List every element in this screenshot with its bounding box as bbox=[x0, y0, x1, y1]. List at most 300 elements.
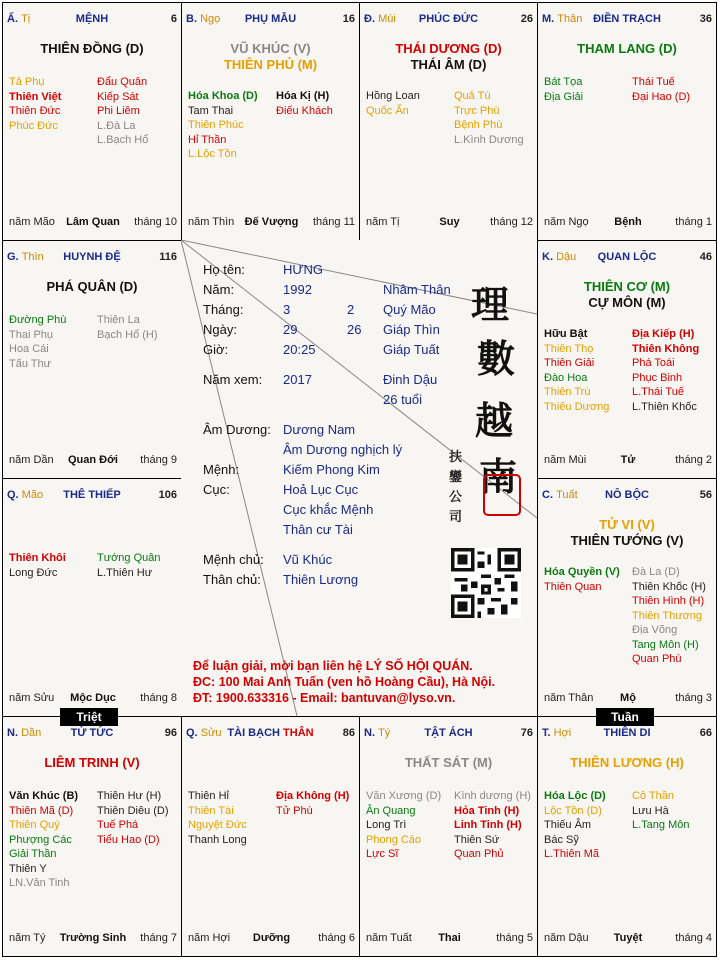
minor-star: Cô Thần bbox=[632, 790, 674, 802]
minor-star: Long Đức bbox=[9, 566, 58, 579]
minor-stars-left bbox=[9, 551, 66, 580]
minor-stars-right bbox=[632, 565, 706, 667]
minor-star: L.Thái Tuế bbox=[632, 386, 684, 398]
minor-star: Thiếu Dương bbox=[544, 400, 610, 413]
minor-star: Lộc Tồn (D) bbox=[544, 804, 602, 817]
minor-star: Ân Quang bbox=[366, 804, 416, 817]
main-star: THẤT SÁT (M) bbox=[404, 755, 493, 770]
value-nam-cc: Nhâm Thân bbox=[383, 282, 451, 297]
label-nam-xem: Năm xem: bbox=[203, 372, 263, 387]
minor-star: Thiên Mã (D) bbox=[9, 804, 74, 817]
minor-star: Phúc Đức bbox=[9, 119, 58, 132]
palace-year: năm Sửu bbox=[9, 692, 55, 704]
minor-star: Quốc Ấn bbox=[366, 104, 409, 117]
minor-star: Địa Giải bbox=[544, 90, 584, 103]
minor-star: Thiên Hình (H) bbox=[632, 595, 705, 607]
palace-can: Đ. bbox=[364, 13, 375, 25]
minor-star: Lưu Hà bbox=[632, 804, 669, 817]
minor-star: Phong Cáo bbox=[366, 833, 422, 846]
minor-star: Văn Xương (D) bbox=[366, 790, 442, 802]
palace-year: năm Dần bbox=[9, 454, 54, 466]
palace-footer bbox=[188, 932, 355, 946]
minor-star: Đại Hao (D) bbox=[632, 90, 691, 103]
palace-dan bbox=[2, 716, 182, 957]
minor-star: Tả Phụ bbox=[9, 76, 45, 88]
minor-star: Tuế Phá bbox=[97, 819, 139, 831]
main-stars bbox=[360, 755, 537, 771]
main-star: TỬ VI (V) bbox=[599, 517, 655, 532]
minor-star: Linh Tinh (H) bbox=[454, 819, 522, 831]
palace-year: năm Thìn bbox=[188, 216, 235, 228]
value-thang-cc: Quý Mão bbox=[383, 302, 436, 317]
palace-header bbox=[364, 13, 533, 29]
minor-stars-right bbox=[632, 327, 699, 414]
minor-star: Bạch Hổ (H) bbox=[97, 328, 158, 341]
palace-than bbox=[537, 2, 717, 241]
value-thang-al: 2 bbox=[347, 302, 355, 317]
minor-star: Đà La (D) bbox=[632, 566, 680, 578]
palace-ty bbox=[2, 2, 182, 241]
label-cuc: Cục: bbox=[203, 482, 230, 497]
palace-name: ĐIỀN TRẠCH bbox=[593, 13, 661, 25]
main-star: THIÊN CƠ (M) bbox=[583, 279, 671, 294]
main-stars bbox=[538, 279, 716, 311]
value-nam-xem: 2017 bbox=[283, 372, 312, 387]
palace-year: năm Hợi bbox=[188, 932, 231, 944]
label-gio: Giờ: bbox=[203, 342, 229, 357]
label-menh-chu: Mệnh chủ: bbox=[203, 552, 264, 567]
minor-star: Kình dương (H) bbox=[454, 790, 531, 802]
minor-star: Thiếu Âm bbox=[544, 819, 592, 831]
minor-stars-left bbox=[366, 89, 420, 118]
palace-name-wrap bbox=[7, 489, 177, 501]
palace-can: M. bbox=[542, 13, 555, 25]
value-ngay-cc: Giáp Thìn bbox=[383, 322, 440, 337]
palace-name-wrap bbox=[186, 727, 355, 739]
minor-stars-right bbox=[97, 313, 158, 342]
palace-name: THIÊN DI bbox=[603, 727, 651, 739]
minor-star: Hỏa Tinh (H) bbox=[454, 804, 520, 817]
value-cuc-2: Cục khắc Mệnh bbox=[283, 502, 374, 517]
value-gio-cc: Giáp Tuất bbox=[383, 342, 440, 357]
palace-month: tháng 1 bbox=[675, 216, 712, 228]
main-stars bbox=[182, 41, 359, 73]
minor-star: Tam Thai bbox=[188, 104, 234, 117]
palace-name-wrap bbox=[186, 13, 355, 25]
minor-star: Lực Sĩ bbox=[366, 848, 399, 860]
trang-sinh: Quan Đới bbox=[68, 454, 118, 466]
minor-star: Thiên Trù bbox=[544, 386, 591, 398]
minor-star: Thiên La bbox=[97, 314, 140, 326]
palace-header bbox=[7, 251, 177, 267]
minor-stars-left bbox=[9, 75, 61, 133]
minor-star: L.Thiên Mã bbox=[544, 848, 600, 860]
minor-stars-left bbox=[188, 89, 258, 162]
contact-line-3: ĐT: 1900.633316 - Email: bantuvan@lyso.vn. bbox=[193, 691, 456, 705]
minor-star: Thiên Quý bbox=[9, 819, 60, 831]
minor-stars-right bbox=[97, 551, 161, 580]
palace-chi: Mùi bbox=[378, 13, 396, 25]
palace-can: Ấ. bbox=[7, 13, 18, 25]
trang-sinh: Dưỡng bbox=[252, 932, 291, 944]
minor-star: Kiếp Sát bbox=[97, 90, 139, 103]
label-am-duong: Âm Dương: bbox=[203, 422, 271, 437]
palace-footer bbox=[544, 216, 712, 230]
palace-name-wrap bbox=[542, 489, 712, 501]
palace-year: năm Tuất bbox=[366, 932, 412, 944]
minor-stars-left bbox=[544, 327, 609, 414]
palace-month: tháng 9 bbox=[140, 454, 177, 466]
minor-star: Hồng Loan bbox=[366, 90, 420, 102]
calligraphy-char-3: 越 bbox=[475, 398, 514, 443]
value-cuc: Hoả Lục Cục bbox=[283, 482, 359, 497]
minor-star: Tang Môn (H) bbox=[632, 638, 699, 651]
trang-sinh: Bệnh bbox=[614, 216, 642, 228]
minor-star: Hóa Quyền (V) bbox=[544, 566, 620, 578]
palace-can: G. bbox=[7, 251, 19, 263]
minor-stars-left bbox=[9, 313, 66, 371]
palace-header bbox=[542, 13, 712, 29]
palace-name-wrap bbox=[364, 13, 533, 25]
palace-footer bbox=[544, 692, 712, 706]
palace-name: PHỤ MẪU bbox=[244, 13, 297, 25]
palace-year: năm Mùi bbox=[544, 454, 587, 466]
palace-mao bbox=[2, 478, 182, 717]
qr-code-icon bbox=[451, 548, 521, 618]
palace-can: K. bbox=[542, 251, 553, 263]
palace-header bbox=[7, 489, 177, 505]
main-stars bbox=[538, 41, 716, 57]
palace-chi: Thìn bbox=[21, 251, 44, 263]
label-thang: Tháng: bbox=[203, 302, 244, 317]
minor-star: Hữu Bật bbox=[544, 328, 588, 340]
minor-stars-right bbox=[454, 89, 524, 147]
main-stars bbox=[360, 41, 537, 73]
trang-sinh: Tuyệt bbox=[613, 932, 643, 944]
palace-year: năm Dậu bbox=[544, 932, 589, 944]
palace-chi: Sửu bbox=[200, 727, 222, 739]
minor-stars-right bbox=[97, 789, 169, 847]
palace-dau bbox=[537, 240, 717, 479]
minor-star: Thiên Không bbox=[632, 342, 700, 355]
minor-star: Thiên Sứ bbox=[454, 833, 500, 846]
palace-age: 36 bbox=[699, 13, 712, 25]
value-cuc-3: Thân cư Tài bbox=[283, 522, 353, 537]
minor-star: Thiên Thọ bbox=[544, 342, 594, 355]
minor-stars-right bbox=[454, 789, 531, 862]
minor-star: Phục Binh bbox=[632, 371, 683, 384]
palace-month: tháng 4 bbox=[675, 932, 712, 944]
main-star: THIÊN TƯỚNG (V) bbox=[570, 533, 684, 548]
main-star: PHÁ QUÂN (D) bbox=[46, 279, 138, 294]
red-seal-stamp bbox=[483, 474, 521, 516]
minor-star: Tiểu Hao (D) bbox=[97, 833, 160, 846]
minor-star: Địa Võng bbox=[632, 624, 678, 636]
main-star: THAM LANG (D) bbox=[577, 41, 677, 56]
palace-year: năm Ngọ bbox=[544, 216, 589, 228]
palace-can: Q. bbox=[186, 727, 198, 739]
palace-name-wrap bbox=[542, 727, 712, 739]
value-tuoi: 26 tuổi bbox=[383, 392, 423, 407]
minor-star: Quan Phủ bbox=[454, 848, 504, 860]
minor-star: Phượng Các bbox=[9, 833, 72, 846]
minor-star: Địa Kiếp (H) bbox=[632, 328, 695, 340]
palace-can: N. bbox=[364, 727, 375, 739]
minor-star: Đào Hoa bbox=[544, 371, 588, 384]
trang-sinh: Tử bbox=[620, 454, 636, 466]
minor-star: Hoa Cái bbox=[9, 343, 49, 355]
palace-age: 16 bbox=[342, 13, 355, 25]
palace-hoi bbox=[537, 716, 717, 957]
trang-sinh: Suy bbox=[439, 216, 460, 228]
minor-star: Phá Toái bbox=[632, 357, 675, 369]
palace-month: tháng 12 bbox=[490, 216, 533, 228]
palace-footer bbox=[544, 454, 712, 468]
minor-star: Quan Phù bbox=[632, 653, 682, 665]
minor-stars-left bbox=[366, 789, 441, 862]
minor-star: L.Thiên Khốc bbox=[632, 400, 697, 413]
minor-star: Bát Tọa bbox=[544, 76, 583, 88]
minor-star: Địa Không (H) bbox=[276, 790, 350, 802]
palace-age: 66 bbox=[699, 727, 712, 739]
main-star: LIÊM TRINH (V) bbox=[44, 755, 140, 770]
palace-chi: Tý bbox=[378, 727, 391, 739]
minor-stars-left bbox=[544, 565, 620, 594]
minor-star: Đường Phù bbox=[9, 314, 67, 326]
label-nam: Năm: bbox=[203, 282, 235, 297]
palace-footer bbox=[9, 454, 177, 468]
palace-name: TÀI BẠCH bbox=[227, 727, 280, 739]
info-labels bbox=[203, 260, 271, 590]
value-menh-chu: Vũ Khúc bbox=[283, 552, 333, 567]
palace-month: tháng 3 bbox=[675, 692, 712, 704]
palace-age: 6 bbox=[170, 13, 177, 25]
value-ho-ten: HƯNG bbox=[283, 262, 323, 277]
palace-name-wrap bbox=[7, 251, 177, 263]
minor-star: Điếu Khách bbox=[276, 104, 333, 117]
palace-header bbox=[542, 727, 712, 743]
palace-chi: Dậu bbox=[556, 251, 577, 263]
palace-year: năm Tý bbox=[9, 932, 46, 944]
palace-name: PHÚC ĐỨC bbox=[418, 13, 479, 25]
palace-thin bbox=[2, 240, 182, 479]
palace-footer bbox=[9, 216, 177, 230]
minor-star: Thanh Long bbox=[188, 833, 247, 846]
main-star: VŨ KHÚC (V) bbox=[230, 41, 311, 56]
palace-header bbox=[186, 13, 355, 29]
minor-star: Hóa Lộc (D) bbox=[544, 790, 606, 802]
triet-badge: Triệt bbox=[60, 708, 118, 726]
minor-stars-right bbox=[632, 789, 689, 833]
palace-month: tháng 7 bbox=[140, 932, 177, 944]
palace-chi: Tị bbox=[21, 13, 31, 25]
trang-sinh: Đế Vượng bbox=[244, 216, 299, 228]
minor-star: Bác Sỹ bbox=[544, 833, 579, 846]
label-menh: Mệnh: bbox=[203, 462, 240, 477]
palace-header bbox=[7, 727, 177, 743]
main-stars bbox=[3, 41, 181, 57]
palace-name: TẬT ÁCH bbox=[424, 727, 473, 739]
palace-chi: Dần bbox=[21, 727, 42, 739]
minor-star: Long Trì bbox=[366, 819, 407, 831]
palace-header bbox=[186, 727, 355, 743]
palace-can: Q. bbox=[7, 489, 19, 501]
minor-star: Văn Khúc (B) bbox=[9, 790, 79, 802]
than-marker: THÂN bbox=[283, 727, 314, 739]
palace-header bbox=[7, 13, 177, 29]
info-can-chi bbox=[383, 280, 451, 410]
minor-star: L.Bạch Hổ bbox=[97, 134, 149, 146]
palace-mui bbox=[359, 2, 538, 241]
minor-star: Hóa Kị (H) bbox=[276, 90, 330, 102]
palace-year: năm Mão bbox=[9, 216, 55, 228]
minor-star: Thiên Việt bbox=[9, 90, 62, 103]
palace-age: 46 bbox=[699, 251, 712, 263]
palace-footer bbox=[188, 216, 355, 230]
contact-line-2: ĐC: 100 Mai Anh Tuấn (ven hồ Hoàng Cầu), Hà Nội. bbox=[193, 675, 496, 689]
minor-stars-left bbox=[544, 75, 583, 104]
palace-month: tháng 10 bbox=[134, 216, 177, 228]
palace-footer bbox=[544, 932, 712, 946]
palace-ngo bbox=[181, 2, 360, 241]
minor-star: Tấu Thư bbox=[9, 357, 52, 370]
palace-chi: Tuất bbox=[556, 489, 578, 501]
palace-name: THÊ THIẾP bbox=[63, 489, 121, 501]
value-ngay: 29 bbox=[283, 322, 298, 337]
main-stars bbox=[3, 755, 181, 771]
center-info-panel bbox=[181, 240, 537, 716]
minor-star: Thiên Hỉ bbox=[188, 790, 229, 802]
palace-name-wrap bbox=[7, 13, 177, 25]
palace-age: 116 bbox=[159, 251, 177, 263]
palace-age: 96 bbox=[164, 727, 177, 739]
trang-sinh: Mộc Dục bbox=[70, 692, 116, 704]
palace-name-wrap bbox=[542, 251, 712, 263]
palace-name: HUYNH ĐỆ bbox=[63, 251, 121, 263]
minor-star: Thiên Diêu (D) bbox=[97, 804, 169, 817]
minor-stars-right bbox=[97, 75, 148, 148]
palace-header bbox=[542, 251, 712, 267]
minor-stars-left bbox=[9, 789, 78, 891]
info-lunar bbox=[347, 300, 361, 340]
minor-star: Tử Phù bbox=[276, 804, 313, 817]
minor-star: Giải Thần bbox=[9, 848, 57, 860]
minor-stars-left bbox=[544, 789, 606, 862]
palace-age: 106 bbox=[158, 489, 177, 501]
main-star: THIÊN PHỦ (M) bbox=[223, 57, 318, 72]
minor-star: LN.Văn Tinh bbox=[9, 877, 70, 889]
main-star: THIÊN ĐỒNG (D) bbox=[40, 41, 144, 56]
palace-chi: Mão bbox=[21, 489, 44, 501]
contact-info bbox=[193, 658, 495, 706]
palace-age: 56 bbox=[699, 489, 712, 501]
palace-chi: Ngọ bbox=[200, 13, 221, 25]
main-stars bbox=[538, 755, 716, 771]
palace-footer bbox=[9, 932, 177, 946]
minor-star: Tướng Quân bbox=[97, 552, 161, 564]
palace-month: tháng 8 bbox=[140, 692, 177, 704]
palace-month: tháng 2 bbox=[675, 454, 712, 466]
main-star: THIÊN LƯƠNG (H) bbox=[570, 755, 684, 770]
minor-stars-right bbox=[276, 89, 333, 118]
palace-age: 86 bbox=[342, 727, 355, 739]
minor-star: Nguyệt Đức bbox=[188, 819, 247, 831]
palace-age: 26 bbox=[520, 13, 533, 25]
minor-stars-left bbox=[188, 789, 247, 847]
value-am-duong: Dương Nam bbox=[283, 422, 356, 437]
minor-star: L.Đà La bbox=[97, 119, 136, 132]
palace-month: tháng 11 bbox=[312, 216, 355, 228]
minor-star: Trực Phù bbox=[454, 104, 500, 117]
label-ho-ten: Họ tên: bbox=[203, 262, 245, 277]
minor-star: Thiên Giải bbox=[544, 357, 595, 369]
main-star: CỰ MÔN (M) bbox=[588, 295, 666, 310]
minor-star: Thiên Thương bbox=[632, 609, 703, 622]
minor-star: Thiên Khôi bbox=[9, 552, 66, 564]
palace-header bbox=[364, 727, 533, 743]
calligraphy-char-1: 理 bbox=[471, 282, 510, 327]
minor-stars-right bbox=[276, 789, 349, 818]
value-ngay-al: 26 bbox=[347, 322, 362, 337]
palace-month: tháng 5 bbox=[496, 932, 533, 944]
palace-can: N. bbox=[7, 727, 18, 739]
minor-star: Quả Tú bbox=[454, 90, 491, 102]
contact-line-1: Để luận giải, mời bạn liên hệ LÝ SỐ HỘI QUÁN. bbox=[193, 659, 473, 673]
palace-year: năm Thân bbox=[544, 692, 594, 704]
minor-star: Hỉ Thần bbox=[188, 133, 227, 146]
minor-star: Thiên Tài bbox=[188, 804, 234, 817]
trang-sinh: Lâm Quan bbox=[66, 216, 120, 228]
value-than-chu: Thiên Lương bbox=[283, 572, 359, 587]
palace-age: 76 bbox=[520, 727, 533, 739]
main-star: THÁI ÂM (D) bbox=[410, 57, 487, 72]
minor-star: Thiên Quan bbox=[544, 580, 602, 593]
trang-sinh: Mộ bbox=[620, 692, 636, 704]
value-am-duong-2: Âm Dương nghịch lý bbox=[283, 442, 403, 457]
minor-star: L.Tang Môn bbox=[632, 819, 690, 831]
minor-star: Thiên Đức bbox=[9, 105, 61, 117]
palace-footer bbox=[366, 216, 533, 230]
calligraphy-char-4: 南 bbox=[479, 454, 518, 499]
minor-star: Thái Tuế bbox=[632, 76, 675, 88]
tuan-badge: Tuần bbox=[596, 708, 654, 726]
minor-star: Thiên Phúc bbox=[188, 119, 244, 131]
minor-star: L.Kình Dương bbox=[454, 133, 524, 146]
value-menh: Kiếm Phong Kim bbox=[283, 462, 380, 477]
palace-year: năm Tị bbox=[366, 216, 400, 228]
palace-header bbox=[542, 489, 712, 505]
palace-chi: Hợi bbox=[553, 727, 572, 739]
minor-star: Phi Liêm bbox=[97, 105, 140, 117]
minor-star: Bệnh Phù bbox=[454, 119, 503, 131]
trang-sinh: Trường Sinh bbox=[59, 932, 127, 944]
palace-ti bbox=[359, 716, 538, 957]
minor-star: L.Thiên Hư bbox=[97, 566, 153, 579]
palace-can: C. bbox=[542, 489, 553, 501]
palace-footer bbox=[9, 692, 177, 706]
palace-name-wrap bbox=[542, 13, 712, 25]
palace-name: MỆNH bbox=[75, 13, 109, 25]
seal-vertical-text: 扶鑾公司 bbox=[449, 450, 463, 525]
palace-name-wrap bbox=[7, 727, 177, 739]
minor-star: L.Lộc Tồn bbox=[188, 148, 237, 160]
minor-star: Hóa Khoa (D) bbox=[188, 90, 258, 102]
value-thang: 3 bbox=[283, 302, 291, 317]
value-nam: 1992 bbox=[283, 282, 312, 297]
palace-can: T. bbox=[542, 727, 551, 739]
main-stars bbox=[538, 517, 716, 549]
palace-chi: Thân bbox=[557, 13, 583, 25]
